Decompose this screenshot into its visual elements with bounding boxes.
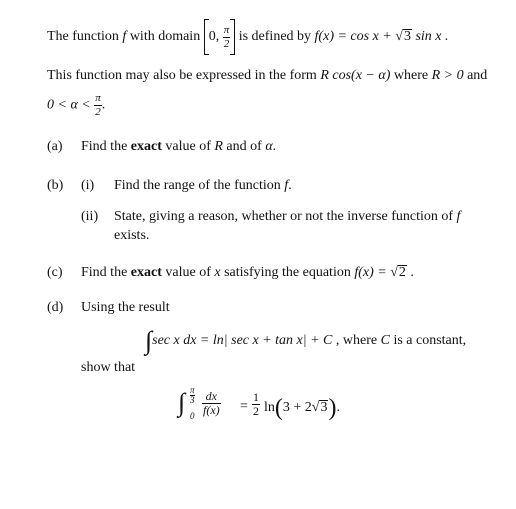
- integral-result: ∫sec x dx = ln| sec x + tan x| + C , where C is a constant,: [145, 326, 467, 355]
- part-d-label: (d): [47, 300, 64, 315]
- part-a-text: Find the exact value of R and of α.: [81, 139, 277, 154]
- equals-sign: =: [240, 399, 248, 414]
- integral-sign: ∫: [145, 326, 153, 355]
- part-c-text: Find the exact value of x satisfying the equation f(x) = √2 .: [81, 265, 414, 280]
- integrand-fraction: $\frac{dx}{f(x)}$: [203, 389, 220, 417]
- integral-body: sec x dx = ln| sec x + tan x| + C: [152, 333, 333, 349]
- part-d-intro: Using the result: [81, 300, 170, 315]
- intro-text: is defined by: [238, 29, 315, 45]
- part-b-ii-text-2: exists.: [114, 228, 150, 243]
- domain-fraction: $\frac{\pi}{2}$: [223, 23, 230, 50]
- intro-text: This function may also be expressed in the form: [47, 68, 321, 83]
- intro-line-1: The function f with domain 0, $\frac{\pi}{2}$ is defined by f(x) = cos x + √3 sin x .: [47, 19, 449, 55]
- integral-sign: ∫: [178, 388, 186, 417]
- exact-bold: exact: [130, 139, 162, 154]
- rcos-form: R cos(x − α): [320, 68, 391, 83]
- intro-text: where: [390, 68, 432, 83]
- function-definition: f(x) = cos x +: [314, 29, 396, 45]
- exact-bold: exact: [130, 265, 162, 280]
- intro-line-3: 0 < α < $\frac{\pi}{2}$ .: [47, 92, 106, 118]
- part-c-label: (c): [47, 265, 63, 280]
- part-b-ii-label: (ii): [81, 209, 99, 224]
- upper-limit: π 3: [190, 385, 195, 405]
- function-definition-tail: sin x .: [411, 29, 449, 45]
- part-b-label: (b): [47, 178, 64, 193]
- half-fraction: $\frac{1}{2}$: [253, 390, 259, 418]
- ln-expression: ln(3 + 2√3).: [264, 395, 340, 421]
- show-that: show that: [81, 360, 136, 375]
- intro-text: and: [463, 68, 488, 83]
- pi-over-2: $\frac{\pi}{2}$: [95, 92, 101, 118]
- sqrt-3: 3: [403, 29, 411, 45]
- intro-text: with domain: [126, 29, 204, 45]
- part-a-label: (a): [47, 139, 63, 154]
- part-b-i-label: (i): [81, 178, 95, 193]
- intro-text: The function: [47, 29, 123, 45]
- part-b-ii-text: State, giving a reason, whether or not the inverse function of f: [114, 209, 461, 224]
- part-b-i-text: Find the range of the function f.: [114, 178, 292, 193]
- alpha-condition: 0 < α <: [47, 97, 91, 113]
- right-bracket: [230, 19, 235, 55]
- lower-limit: 0: [190, 411, 195, 421]
- function-symbol: f: [122, 29, 127, 45]
- domain-left: 0,: [208, 29, 223, 45]
- r-condition: R > 0: [431, 68, 464, 83]
- intro-line-2: [47, 67, 487, 85]
